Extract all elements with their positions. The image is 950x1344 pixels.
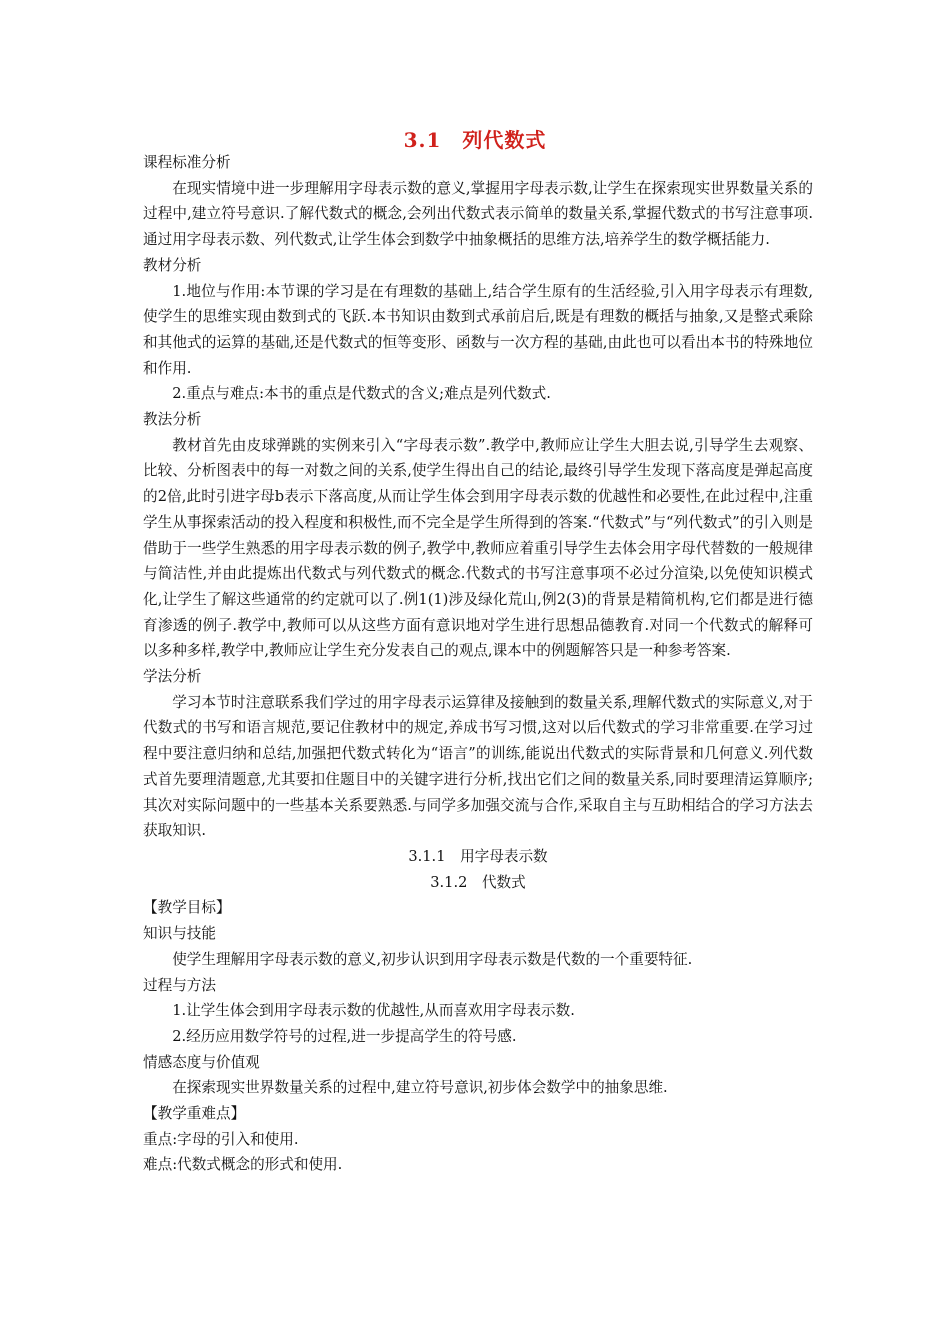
subsection-title-1: 3.1.1 用字母表示数	[408, 847, 548, 865]
heading-process-methods: 过程与方法	[143, 976, 216, 994]
document-body	[143, 150, 813, 1178]
item-process-2: 2.经历应用数学符号的过程,进一步提高学生的符号感.	[172, 1027, 517, 1045]
heading-teaching-goals: 【教学目标】	[143, 899, 231, 917]
paragraph-attitude-values: 在探索现实世界数量关系的过程中,建立符号意识,初步体会数学中的抽象思维.	[172, 1079, 668, 1097]
paragraph-teaching-method: 教材首先由皮球弹跳的实例来引入“字母表示数”.教学中,教师应让学生大胆去说,引导学生去观察、比较、分析图表中的每一对数之间的关系,使学生得出自己的结论,最终引导学生发现下落高度是弹起高度的2倍,此时引进字母b表示下落高度,从而让学生体会到用字母表示数的优越性和必要性,在此过程中,注重学生从事探索活动的投入程度和积极性,而不完全是学生所得到的答案.“代数式”与“列代数式”的引入则是借助于一些学生熟悉的用字母表示数的例子,教学中,教师应着重引导学生去体会用字母代替数的一般规律与简洁性,并由此提炼出代数式与列代数式的概念.代数式的书写注意事项不必过分渲染,以免使知识模式化,让学生了解这些通常的约定就可以了.例1(1)涉及绿化荒山,例2(3)的背景是精简机构,它们都是进行德育渗透的例子.教学中,教师可以从这些方面有意识地对学生进行思想品德教育.对同一个代数式的解释可以多种多样,教学中,教师应让学生充分发表自己的观点,课本中的例题解答只是一种参考答案.	[143, 436, 813, 660]
heading-attitude-values: 情感态度与价值观	[143, 1053, 260, 1071]
heading-key-difficult-points: 【教学重难点】	[143, 1105, 246, 1123]
item-process-1: 1.让学生体会到用字母表示数的优越性,从而喜欢用字母表示数.	[172, 1002, 575, 1020]
heading-curriculum-standard: 课程标准分析	[143, 154, 231, 171]
paragraph-knowledge-skills: 使学生理解用字母表示数的意义,初步认识到用字母表示数是代数的一个重要特征.	[172, 950, 693, 968]
heading-teaching-method: 教法分析	[143, 411, 202, 429]
paragraph-key-difficult: 2.重点与难点:本书的重点是代数式的含义;难点是列代数式.	[172, 385, 551, 403]
heading-textbook-analysis: 教材分析	[143, 256, 202, 274]
paragraph-position-role: 1.地位与作用:本节课的学习是在有理数的基础上,结合学生原有的生活经验,引入用字母表示有理数,使学生的思维实现由数到式的飞跃.本书知识由数到式承前启后,既是有理数的概括与抽象,又是整式乘除和其他式的运算的基础,还是代数式的恒等变形、函数与一次方程的基础,由此也可以看出本书的特殊地位和作用.	[143, 282, 813, 377]
heading-knowledge-skills: 知识与技能	[143, 925, 216, 943]
heading-learning-method: 学法分析	[143, 668, 202, 686]
line-key-point: 重点:字母的引入和使用.	[143, 1130, 299, 1148]
paragraph-curriculum-standard: 在现实情境中进一步理解用字母表示数的意义,掌握用字母表示数,让学生在探索现实世界数量关系的过程中,建立符号意识.了解代数式的概念,会列出代数式表示简单的数量关系,掌握代数式的书写注意事项.通过用字母表示数、列代数式,让学生体会到数学中抽象概括的思维方法,培养学生的数学概括能力.	[143, 179, 813, 249]
line-difficult-point: 难点:代数式概念的形式和使用.	[143, 1156, 343, 1174]
subsection-title-2: 3.1.2 代数式	[430, 873, 526, 891]
paragraph-learning-method: 学习本节时注意联系我们学过的用字母表示运算律及接触到的数量关系,理解代数式的实际意义,对于代数式的书写和语言规范,要记住教材中的规定,养成书写习惯,这对以后代数式的学习非常重要.在学习过程中要注意归纳和总结,加强把代数式转化为“语言”的训练,能说出代数式的实际背景和几何意义.列代数式首先要理清题意,尤其要扣住题目中的关键字进行分析,找出它们之间的数量关系,同时要理清运算顺序;其次对实际问题中的一些基本关系要熟悉.与同学多加强交流与合作,采取自主与互助相结合的学习方法去获取知识.	[143, 693, 813, 840]
page-title: 3.1 列代数式	[403, 128, 547, 152]
